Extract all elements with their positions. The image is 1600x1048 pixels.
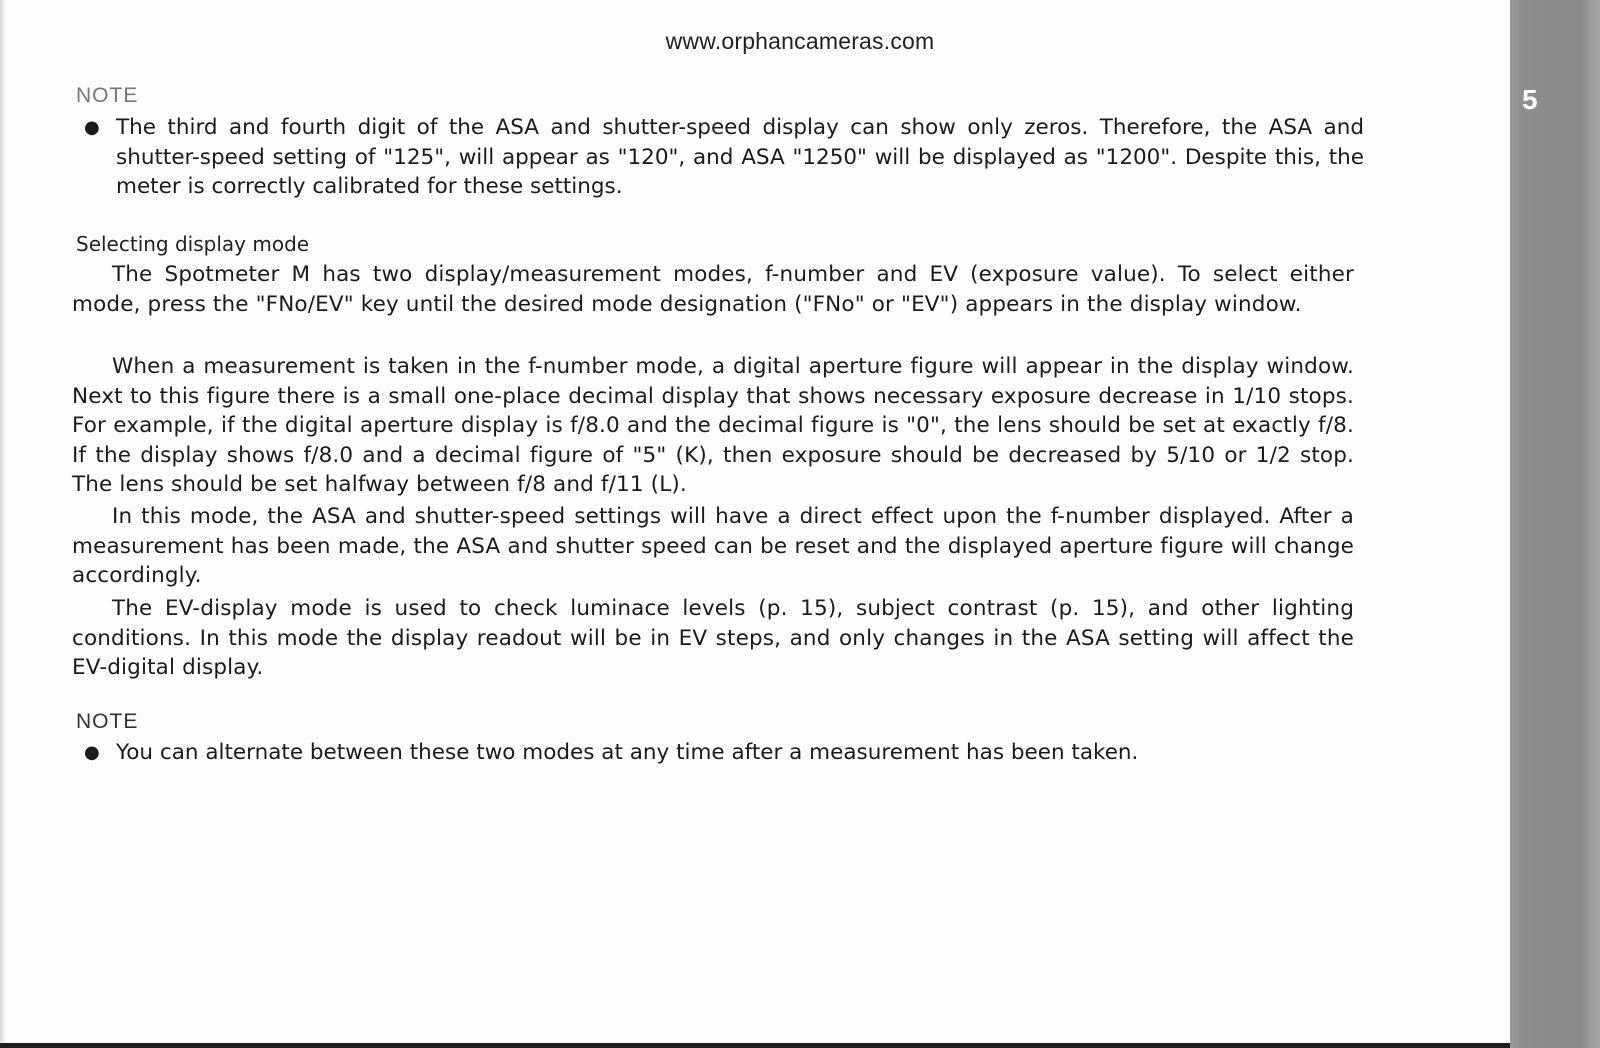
note-heading-2: NOTE [76,710,139,733]
note-2-bullet-item [84,738,1364,768]
paragraph-2: When a measurement is taken in the f-number mode, a digital aperture figure will appear in the display window. Next to this figure there is a small one-place decimal display that shows necessary exposure decrease in 1/10 stops. For example, if the digital aperture display is f/8.0 and the decimal figure is "0", the lens should be set at exactly f/8. If the display shows f/8.0 and a decimal figure of "5" (K), then exposure should be decreased by 5/10 or 1/2 stop. The lens should be set halfway between f/8 and f/11 (L). [72,354,1354,497]
bullet-icon: ● [84,117,100,138]
paragraph-4: The EV-display mode is used to check luminace levels (p. 15), subject contrast (p. 15), and other lighting conditions. In this mode the display readout will be in EV steps, and only changes in the ASA setting will affect the EV-digital display. [72,596,1354,680]
bullet-icon: ● [84,742,100,763]
note-heading-1: NOTE [76,84,139,107]
page-number: 5 [1522,84,1538,115]
chapter-tab-strip [1510,0,1600,1048]
note-2-text: You can alternate between these two modes at any time after a measurement has been taken. [116,740,1139,765]
site-url: www.orphancameras.com [665,28,935,54]
note-1-text: The third and fourth digit of the ASA and shutter-speed display can show only zeros. Therefore, the ASA and shutter-speed setting of "125", will appear as "120", and ASA "1250" will be displayed as "1200". Despite this, the meter is correctly calibrated for these settings. [116,115,1364,199]
page-gutter-shadow [0,0,6,1048]
note-1-bullet-item [84,113,1364,202]
section-heading: Selecting display mode [76,232,310,256]
page-bottom-edge [0,1043,1510,1048]
paragraph-1: The Spotmeter M has two display/measurement modes, f-number and EV (exposure value). To select either mode, press the "FNo/EV" key until the desired mode designation ("FNo" or "EV") appears in the display window. [72,262,1354,317]
paragraph-3: In this mode, the ASA and shutter-speed settings will have a direct effect upon the f-number displayed. After a measurement has been made, the ASA and shutter speed can be reset and the displayed aperture figure will change accordingly. [72,504,1354,588]
